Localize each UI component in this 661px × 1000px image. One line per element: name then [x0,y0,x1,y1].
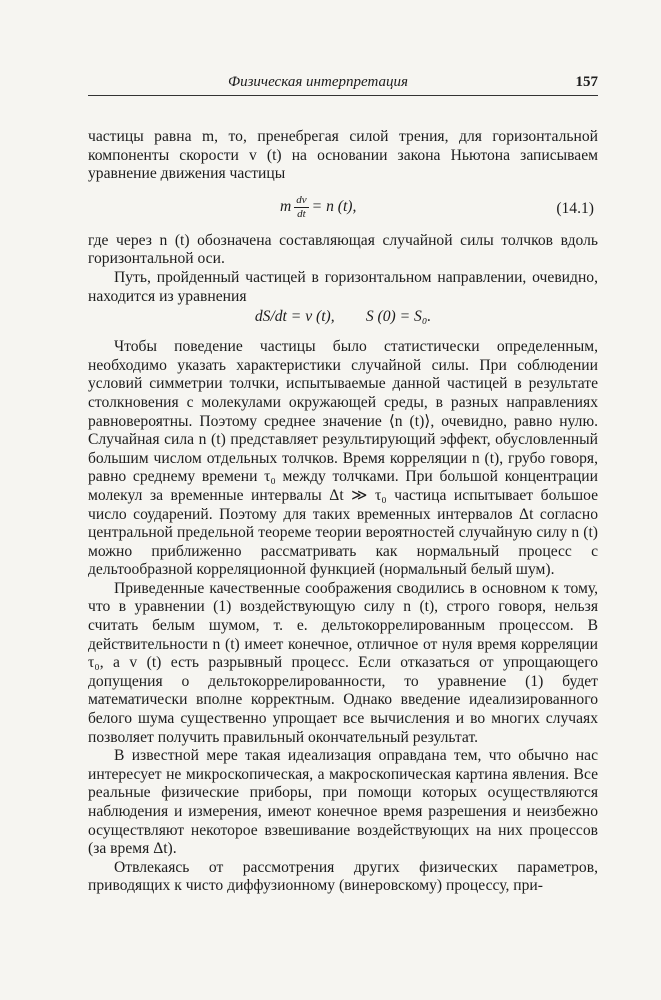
equation-number: (14.1) [556,199,594,217]
equation-formula [280,194,356,221]
running-title: Физическая интерпретация [228,74,408,90]
paragraph-7: Отвлекаясь от рассмотрения других физических параметров, приводящих к чисто диффузионному (винеровскому) процессу, при- [88,858,598,895]
eq-denominator: dt [297,207,306,220]
paragraph-5: Приведенные качественные соображения сводились в основном к тому, что в уравнении (1) воздействующую силу n (t), строго говоря, нельзя считать белым шумом, т. е. дельтокоррелированным процессом. В действительности n (t) имеет конечное, отличное от нуля время корреляции τ₀, а v (t) есть разрывный процесс. Если отказаться от упрощающего допущения о дельтокоррелированности, то уравнение (1) будет математически вполне корректным. Однако введение идеализированного белого шума существенно упрощает все вычисления и во многих случаях позволяет получить правильный окончательный результат. [88,579,598,746]
equation-path: dS/dt = v (t), S (0) = S₀. [254,308,432,326]
paragraph-2: где через n (t) обозначена составляющая случайной силы толчков вдоль горизонтальной оси. [88,231,598,268]
paragraph-1: частицы равна m, то, пренебрегая силой трения, для горизонтальной компоненты скорости v (t) на основании закона Ньютона записываем уравнение движения частицы [88,128,598,183]
page-number: 157 [575,74,598,90]
eq-fraction [294,194,308,221]
eq-rhs: = n (t), [311,197,357,215]
page-header [88,74,598,96]
paragraph-4: Чтобы поведение частицы было статистически определенным, необходимо указать характеристики случайной силы. При соблюдении условий симметрии толчки, испытываемые данной частицей в результате столкновения с молекулами окружающей среды, в разных направлениях равновероятны. Поэтому среднее значение ⟨n (t)⟩, очевидно, равно нулю. Случайная сила n (t) представляет результирующий эффект, обусловленный большим числом отдельных толчков. Время корреляции n (t), грубо говоря, равно среднему времени τ₀ между толчками. При большой концентрации молекул за временные интервалы Δt ≫ τ₀ частица испытывает большое число соударений. Поэтому для таких временных интервалов Δt согласно центральной предельной теореме теории вероятностей случайную силу n (t) можно приближенно рассматривать как нормальный процесс с дельтообразной корреляционной функцией (нормальный белый шум). [88,338,598,579]
eq-lhs: m [280,197,292,215]
paragraph-3: Путь, пройденный частицей в горизонтальном направлении, очевидно, находится из уравнения [88,268,598,305]
paragraph-6: В известной мере такая идеализация оправдана тем, что обычно нас интересует не микроскопическая, а макроскопическая картина явления. Все реальные физические приборы, при помощи которых осуществляются наблюдения и измерения, имеют конечное время разрешения и неизбежно осуществляют некоторое взвешивание воздействующих на них процессов (за время Δt). [88,747,598,858]
eq-numerator: dv [296,193,307,206]
header-rule [88,95,598,96]
body-text [88,128,598,896]
equation-14-1 [88,188,598,228]
